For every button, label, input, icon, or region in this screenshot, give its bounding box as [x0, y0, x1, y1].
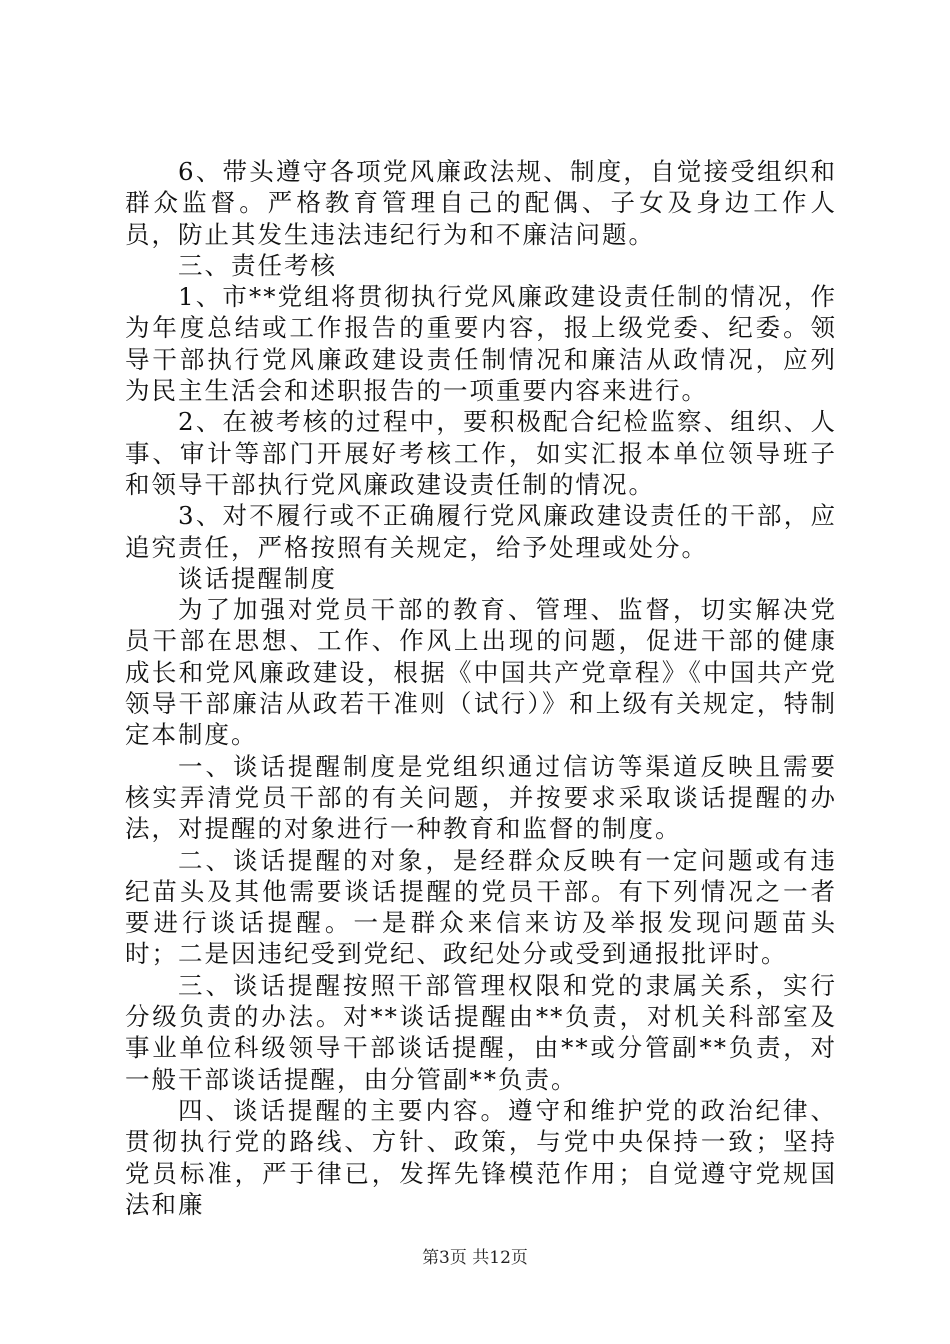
paragraph-assessment-3: 3、对不履行或不正确履行党风廉政建设责任的干部，应追究责任，严格按照有关规定，给予处理或处分。: [125, 501, 837, 562]
document-body: [125, 156, 837, 1220]
section-heading-assessment: 三、责任考核: [178, 250, 337, 280]
paragraph-intro: 为了加强对党员干部的教育、管理、监督，切实解决党员干部在思想、工作、作风上出现的问题，促进干部的健康成长和党风廉政建设，根据《中国共产党章程》《中国共产党领导干部廉洁从政若干准则（试行）》和上级有关规定，特制定本制度。: [125, 595, 837, 750]
page-number-footer: 第3页 共12页: [422, 1248, 528, 1268]
paragraph-rule-3: 三、谈话提醒按照干部管理权限和党的隶属关系，实行分级负责的办法。对**谈话提醒由**负责，对机关科部室及事业单位科级领导干部谈话提醒，由**或分管副**负责，对一般干部谈话提醒，由分管副**负责。: [125, 970, 837, 1094]
paragraph-rule-2: 二、谈话提醒的对象，是经群众反映有一定问题或有违纪苗头及其他需要谈话提醒的党员干部。有下列情况之一者要进行谈话提醒。一是群众来信来访及举报发现问题苗头时；二是因违纪受到党纪、政纪处分或受到通报批评时。: [125, 845, 837, 969]
section-heading-talk-reminder: 谈话提醒制度: [178, 563, 337, 593]
paragraph-rule-1: 一、谈话提醒制度是党组织通过信访等渠道反映且需要核实弄清党员干部的有关问题，并按要求采取谈话提醒的办法，对提醒的对象进行一种教育和监督的制度。: [125, 751, 837, 844]
paragraph-assessment-1: 1、市**党组将贯彻执行党风廉政建设责任制的情况，作为年度总结或工作报告的重要内容，报上级党委、纪委。领导干部执行党风廉政建设责任制情况和廉洁从政情况，应列为民主生活会和述职报告的一项重要内容来进行。: [125, 282, 837, 406]
paragraph-assessment-2: 2、在被考核的过程中，要积极配合纪检监察、组织、人事、审计等部门开展好考核工作，如实汇报本单位领导班子和领导干部执行党风廉政建设责任制的情况。: [125, 407, 837, 499]
paragraph-item-6: 6、带头遵守各项党风廉政法规、制度，自觉接受组织和群众监督。严格教育管理自己的配偶、子女及身边工作人员，防止其发生违法违纪行为和不廉洁问题。: [125, 157, 837, 249]
paragraph-rule-4: 四、谈话提醒的主要内容。遵守和维护党的政治纪律、贯彻执行党的路线、方针、政策，与党中央保持一致；坚持党员标准，严于律已，发挥先锋模范作用；自觉遵守党规国法和廉: [125, 1095, 837, 1219]
